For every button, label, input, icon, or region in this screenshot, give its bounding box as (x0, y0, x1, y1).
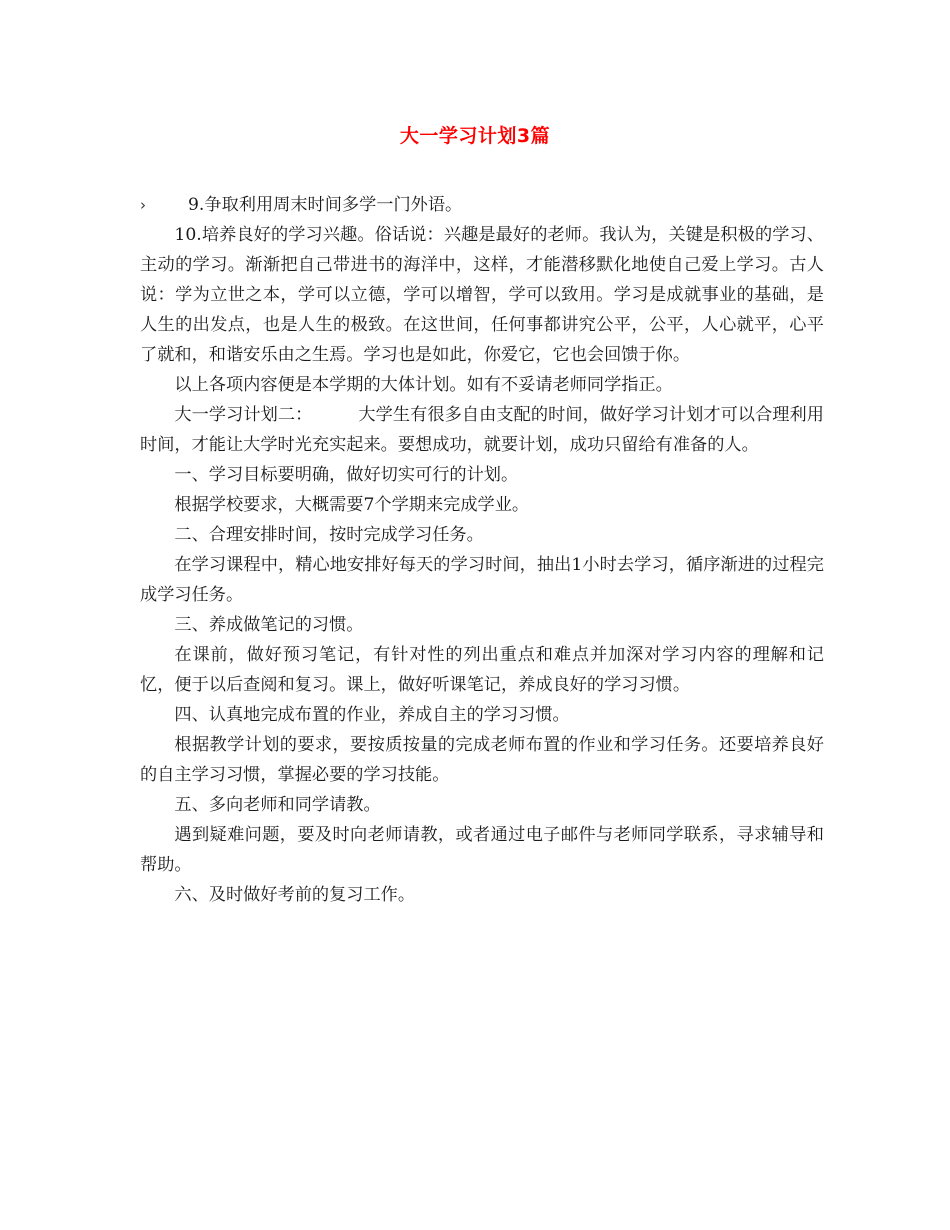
heading-time: 二、合理安排时间，按时完成学习任务。 (174, 525, 484, 545)
paragraph-time: 在学习课程中，精心地安排好每天的学习时间，抽出1小时去学习，循序渐进的过程完成学习任务。 (140, 555, 824, 605)
plan-two-label: 大一学习计划二： (174, 405, 313, 425)
bullet-marker-icon: › (140, 196, 146, 214)
heading-review: 六、及时做好考前的复习工作。 (174, 885, 416, 905)
paragraph-notes: 在课前，做好预习笔记，有针对性的列出重点和难点并加深对学习内容的理解和记忆，便于以后查阅和复习。课上，做好听课笔记，养成良好的学习习惯。 (140, 645, 824, 695)
paragraph-text: 9.争取利用周末时间多学一门外语。 (188, 195, 463, 215)
paragraph-plan-two (140, 400, 824, 460)
heading-notes: 三、养成做笔记的习惯。 (174, 615, 364, 635)
paragraph-ask: 遇到疑难问题，要及时向老师请教，或者通过电子邮件与老师同学联系，寻求辅导和帮助。 (140, 825, 824, 875)
paragraph-homework: 根据教学计划的要求，要按质按量的完成老师布置的作业和学习任务。还要培养良好的自主学习习惯，掌握必要的学习技能。 (140, 735, 824, 785)
document-title: 大一学习计划3篇 (399, 125, 551, 147)
heading-ask: 五、多向老师和同学请教。 (174, 795, 381, 815)
paragraph-summary: 以上各项内容便是本学期的大体计划。如有不妥请老师同学指正。 (174, 375, 673, 395)
paragraph-goal: 根据学校要求，大概需要7个学期来完成学业。 (174, 495, 530, 515)
document-body (140, 190, 824, 910)
paragraph-item-9 (140, 190, 824, 220)
paragraph-interest: 10.培养良好的学习兴趣。俗话说：兴趣是最好的老师。我认为，关键是积极的学习、主动的学习。渐渐把自己带进书的海洋中，这样，才能潜移默化地使自己爱上学习。古人说：学为立世之本，学可以立德，学可以增智，学可以致用。学习是成就事业的基础，是人生的出发点，也是人生的极致。在这世间，任何事都讲究公平，公平，人心就平，心平了就和，和谐安乐由之生焉。学习也是如此，你爱它，它也会回馈于你。 (140, 225, 824, 365)
heading-goal: 一、学习目标要明确，做好切实可行的计划。 (174, 465, 519, 485)
plan-two-intro: 大学生有很多自由支配的时间，做好学习计划才可以合理利用时间，才能让大学时光充实起来。要想成功，就要计划，成功只留给有准备的人。 (140, 405, 824, 455)
heading-homework: 四、认真地完成布置的作业，养成自主的学习习惯。 (174, 705, 570, 725)
